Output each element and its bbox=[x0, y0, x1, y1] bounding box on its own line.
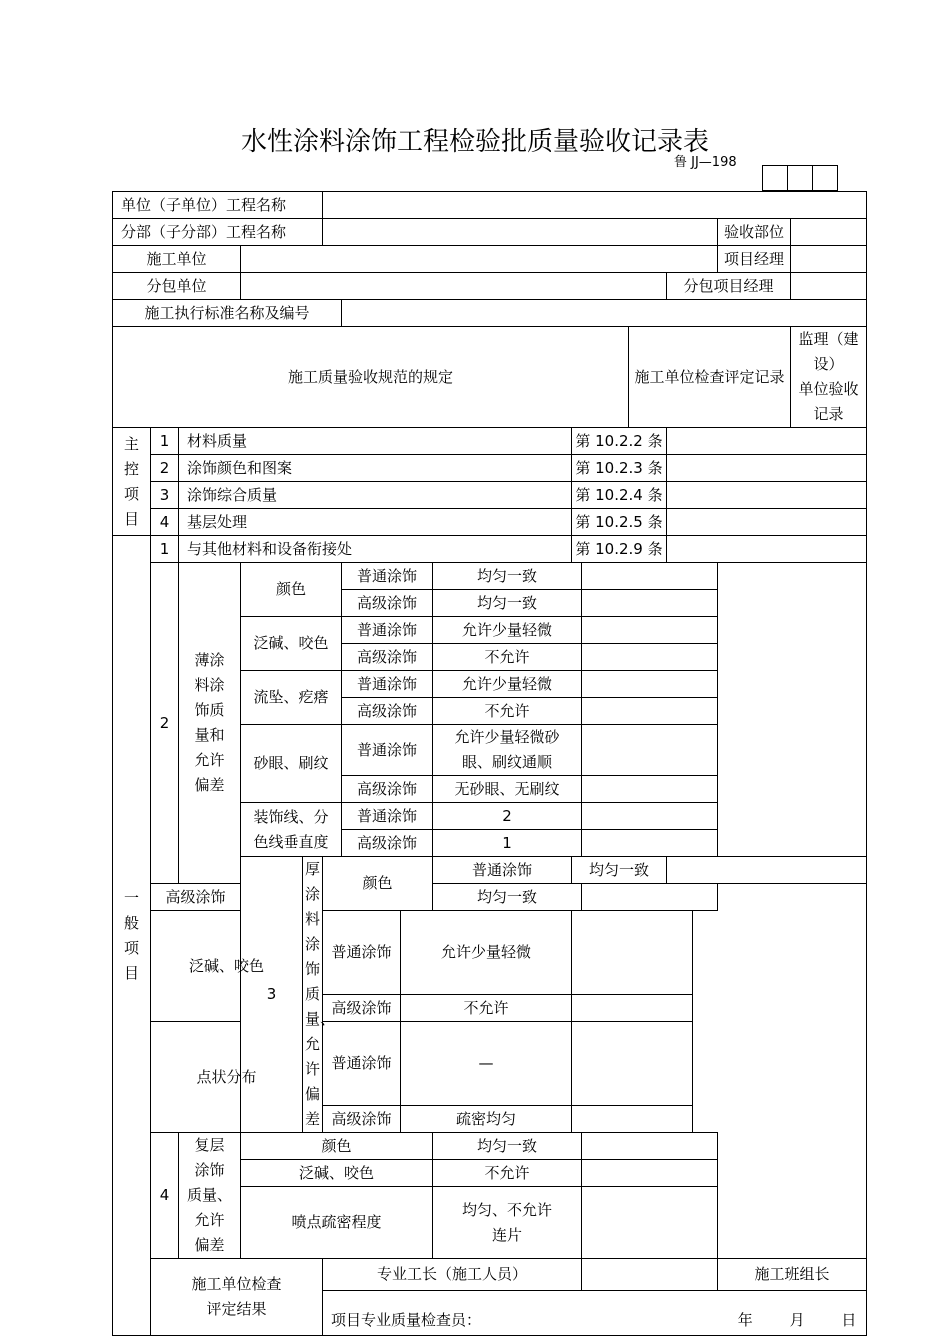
spec-column-header: 施工质量验收规范的规定 bbox=[113, 327, 629, 428]
team-leader-label: 施工班组长 bbox=[718, 1259, 867, 1291]
form-title: 水性涂料涂饰工程检验批质量验收记录表 bbox=[240, 127, 709, 157]
item-name: 涂饰综合质量 bbox=[179, 482, 572, 509]
requirement: 均匀一致 bbox=[433, 1133, 582, 1160]
date-day: 日 bbox=[841, 1311, 857, 1329]
item-number: 2 bbox=[151, 563, 179, 884]
main-items-label: 主 控 项 目 bbox=[113, 428, 151, 536]
standard-name-label: 施工执行标准名称及编号 bbox=[113, 300, 342, 327]
requirement: — bbox=[401, 1022, 572, 1106]
inspector-label: 项目专业质量检查员： bbox=[331, 1311, 482, 1329]
sub-project-name-label: 分部（子分部）工程名称 bbox=[113, 219, 323, 246]
inspection-record-cell[interactable] bbox=[582, 884, 718, 911]
item-clause: 第 10.2.9 条 bbox=[572, 536, 667, 563]
grade-label: 高级涂饰 bbox=[342, 698, 433, 725]
grade-label: 高级涂饰 bbox=[342, 776, 433, 803]
construction-unit-field[interactable] bbox=[241, 246, 718, 273]
inspection-record-cell[interactable] bbox=[667, 536, 867, 563]
inspection-record-cell[interactable] bbox=[582, 830, 718, 857]
grade-label: 普通涂饰 bbox=[342, 803, 433, 830]
inspection-record-cell[interactable] bbox=[572, 911, 693, 995]
requirement: 均匀一致 bbox=[433, 563, 582, 590]
item-clause: 第 10.2.3 条 bbox=[572, 455, 667, 482]
inspection-record-cell[interactable] bbox=[582, 590, 718, 617]
supervision-column-header bbox=[791, 327, 867, 428]
grade-label: 高级涂饰 bbox=[151, 884, 241, 911]
grade-label: 高级涂饰 bbox=[342, 590, 433, 617]
item-number: 1 bbox=[151, 536, 179, 563]
attribute-label: 流坠、疙瘩 bbox=[241, 671, 342, 725]
inspection-record-cell[interactable] bbox=[667, 857, 867, 884]
grade-label: 普通涂饰 bbox=[323, 1022, 401, 1106]
unit-project-name-field[interactable] bbox=[323, 192, 867, 219]
inspection-record-cell[interactable] bbox=[582, 617, 718, 644]
acceptance-part-field[interactable] bbox=[791, 219, 867, 246]
inspection-record-cell[interactable] bbox=[582, 725, 718, 776]
subcontract-unit-field[interactable] bbox=[241, 273, 667, 300]
result-label: 施工单位检查 评定结果 bbox=[151, 1259, 323, 1336]
inspection-record-cell[interactable] bbox=[572, 1106, 693, 1133]
inspection-record-cell[interactable] bbox=[572, 1022, 693, 1106]
requirement: 不允许 bbox=[401, 995, 572, 1022]
item-name: 涂饰颜色和图案 bbox=[179, 455, 572, 482]
grade-label: 普通涂饰 bbox=[433, 857, 572, 884]
supervision-header-line: 监理（建设） bbox=[798, 330, 859, 373]
serial-box[interactable] bbox=[763, 166, 788, 191]
inspection-record-cell[interactable] bbox=[582, 563, 718, 590]
item-number: 4 bbox=[151, 509, 179, 536]
inspection-record-cell[interactable] bbox=[667, 455, 867, 482]
inspection-column-header: 施工单位检查评定记录 bbox=[629, 327, 791, 428]
inspection-record-cell[interactable] bbox=[582, 776, 718, 803]
inspection-record-cell[interactable] bbox=[582, 1160, 718, 1187]
requirement: 允许少量轻微 bbox=[401, 911, 572, 995]
acceptance-record-table bbox=[112, 191, 867, 1336]
inspection-record-cell[interactable] bbox=[572, 995, 693, 1022]
item-group-label: 厚涂 料涂 饰质 量、允 许偏 差 bbox=[303, 857, 323, 1133]
item-group-label: 复层 涂饰 质量、 允许 偏差 bbox=[179, 1133, 241, 1259]
attribute-label: 砂眼、刷纹 bbox=[241, 725, 342, 803]
item-number: 3 bbox=[151, 482, 179, 509]
grade-label: 高级涂饰 bbox=[323, 995, 401, 1022]
requirement: 2 bbox=[433, 803, 582, 830]
general-items-label: 一 般 项 目 bbox=[113, 536, 151, 1336]
attribute-label: 颜色 bbox=[241, 1133, 433, 1160]
serial-box[interactable] bbox=[813, 166, 838, 191]
requirement: 均匀一致 bbox=[572, 857, 667, 884]
acceptance-part-label: 验收部位 bbox=[718, 219, 791, 246]
requirement: 不允许 bbox=[433, 698, 582, 725]
foreman-field[interactable] bbox=[582, 1259, 718, 1291]
item-name: 材料质量 bbox=[179, 428, 572, 455]
requirement: 均匀、不允许 连片 bbox=[433, 1187, 582, 1259]
serial-box[interactable] bbox=[788, 166, 813, 191]
date-month: 月 bbox=[789, 1311, 805, 1329]
project-manager-label: 项目经理 bbox=[718, 246, 791, 273]
item-number: 1 bbox=[151, 428, 179, 455]
inspection-record-cell[interactable] bbox=[582, 803, 718, 830]
requirement: 允许少量轻微砂 眼、刷纹通顺 bbox=[433, 725, 582, 776]
attribute-label: 装饰线、分 色线垂直度 bbox=[241, 803, 342, 857]
item-clause: 第 10.2.2 条 bbox=[572, 428, 667, 455]
item-clause: 第 10.2.5 条 bbox=[572, 509, 667, 536]
date-year: 年 bbox=[737, 1311, 753, 1329]
requirement: 均匀一致 bbox=[433, 590, 582, 617]
grade-label: 普通涂饰 bbox=[342, 617, 433, 644]
grade-label: 普通涂饰 bbox=[342, 725, 433, 776]
inspection-record-cell[interactable] bbox=[667, 482, 867, 509]
grade-label: 高级涂饰 bbox=[323, 1106, 401, 1133]
construction-unit-label: 施工单位 bbox=[113, 246, 241, 273]
attribute-label: 喷点疏密程度 bbox=[241, 1187, 433, 1259]
inspector-row bbox=[323, 1291, 867, 1336]
requirement: 允许少量轻微 bbox=[433, 617, 582, 644]
attribute-label: 泛碱、咬色 bbox=[241, 1160, 433, 1187]
supervision-header-line: 单位验收记录 bbox=[798, 380, 859, 423]
unit-project-name-label: 单位（子单位）工程名称 bbox=[113, 192, 323, 219]
project-manager-field[interactable] bbox=[791, 246, 867, 273]
inspection-record-cell[interactable] bbox=[582, 698, 718, 725]
grade-label: 普通涂饰 bbox=[323, 911, 401, 995]
subcontract-manager-field[interactable] bbox=[791, 273, 867, 300]
item-clause: 第 10.2.4 条 bbox=[572, 482, 667, 509]
standard-name-field[interactable] bbox=[342, 300, 867, 327]
requirement: 均匀一致 bbox=[433, 884, 582, 911]
requirement: 允许少量轻微 bbox=[433, 671, 582, 698]
inspection-record-cell[interactable] bbox=[582, 671, 718, 698]
attribute-label: 颜色 bbox=[323, 857, 433, 911]
inspection-record-cell[interactable] bbox=[582, 1187, 718, 1259]
item-number: 4 bbox=[151, 1133, 179, 1259]
attribute-label: 颜色 bbox=[241, 563, 342, 617]
sub-project-name-field[interactable] bbox=[323, 219, 718, 246]
foreman-label: 专业工长（施工人员） bbox=[323, 1259, 582, 1291]
item-number: 2 bbox=[151, 455, 179, 482]
item-number: 3 bbox=[241, 857, 303, 1133]
item-name: 与其他材料和设备衔接处 bbox=[179, 536, 572, 563]
inspection-record-cell[interactable] bbox=[667, 428, 867, 455]
requirement: 疏密均匀 bbox=[401, 1106, 572, 1133]
attribute-label: 泛碱、咬色 bbox=[151, 911, 303, 1022]
item-group-label: 薄涂 料涂 饰质 量和 允许 偏差 bbox=[179, 563, 241, 884]
requirement: 无砂眼、无刷纹 bbox=[433, 776, 582, 803]
grade-label: 普通涂饰 bbox=[342, 671, 433, 698]
attribute-label: 泛碱、咬色 bbox=[241, 617, 342, 671]
inspection-record-cell[interactable] bbox=[582, 644, 718, 671]
form-code: 鲁 JJ—198 bbox=[674, 155, 737, 170]
subcontract-unit-label: 分包单位 bbox=[113, 273, 241, 300]
requirement: 不允许 bbox=[433, 1160, 582, 1187]
item-name: 基层处理 bbox=[179, 509, 572, 536]
subcontract-manager-label: 分包项目经理 bbox=[667, 273, 791, 300]
attribute-label: 点状分布 bbox=[151, 1022, 303, 1133]
serial-number-boxes bbox=[762, 165, 838, 191]
inspection-record-cell[interactable] bbox=[667, 509, 867, 536]
requirement: 1 bbox=[433, 830, 582, 857]
grade-label: 普通涂饰 bbox=[342, 563, 433, 590]
grade-label: 高级涂饰 bbox=[342, 644, 433, 671]
inspection-record-cell[interactable] bbox=[582, 1133, 718, 1160]
grade-label: 高级涂饰 bbox=[342, 830, 433, 857]
requirement: 不允许 bbox=[433, 644, 582, 671]
